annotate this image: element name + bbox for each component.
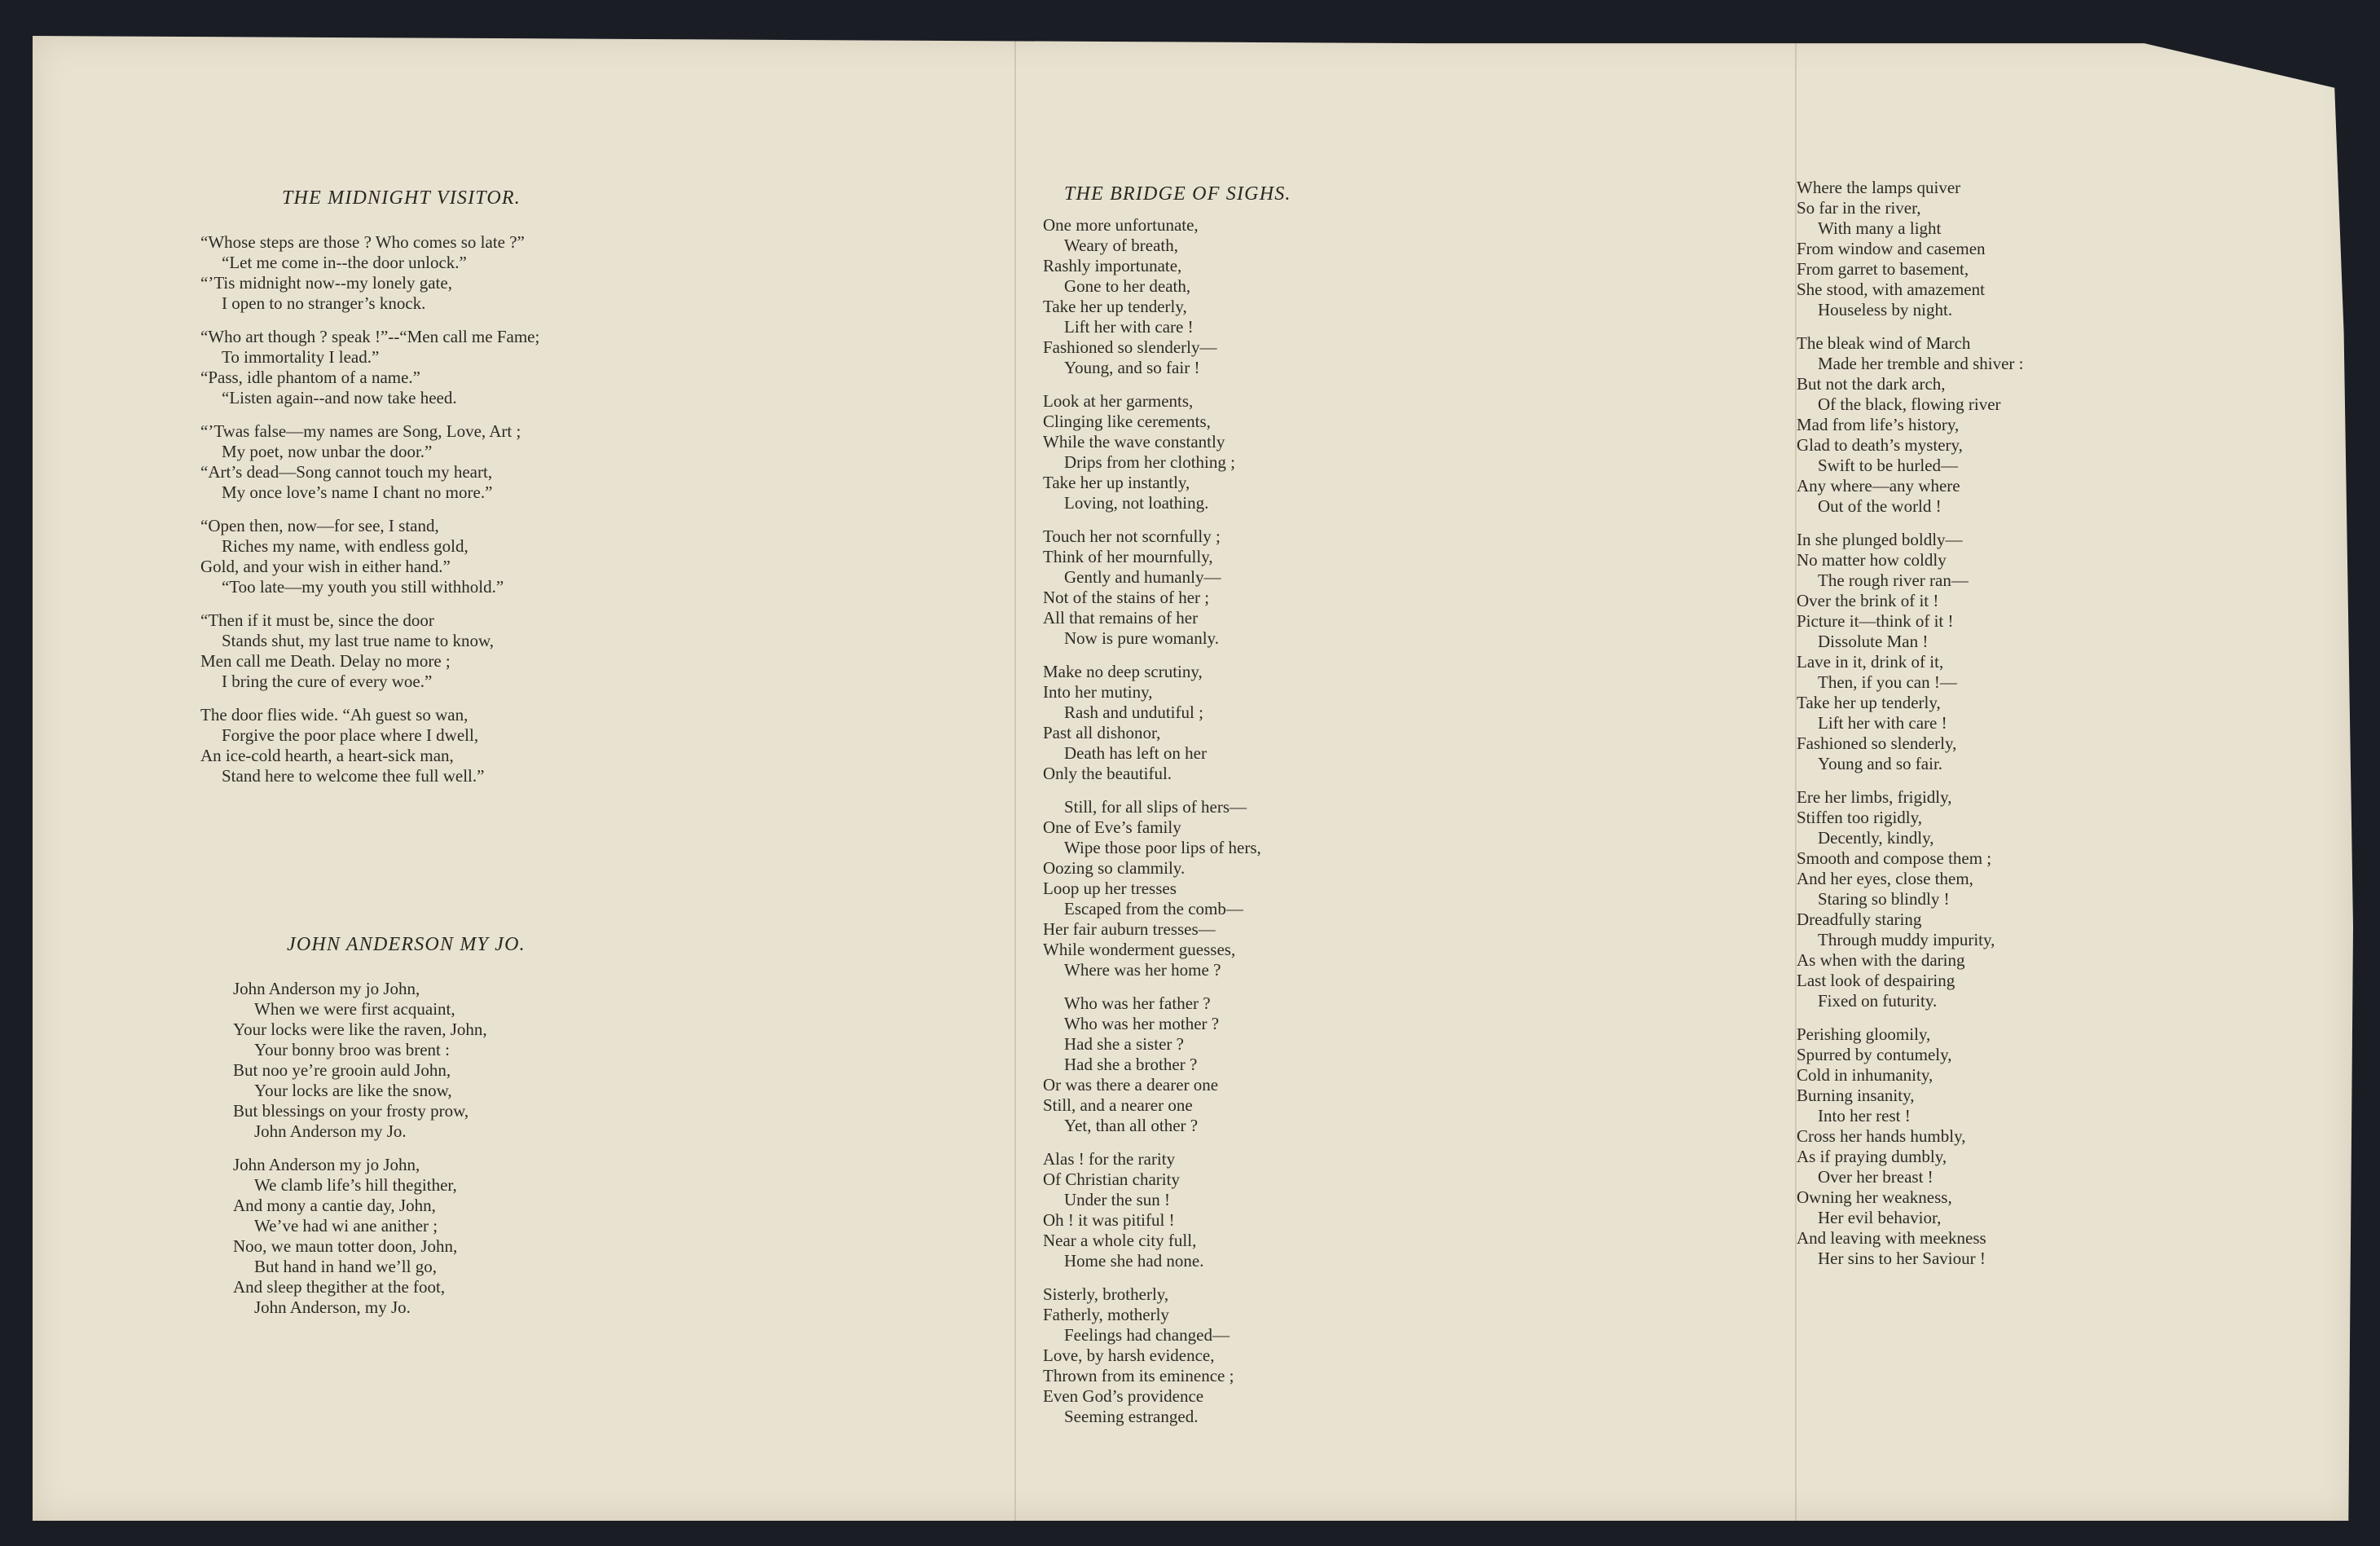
verse-line: Over her breast ! [1818, 1167, 1933, 1187]
verse-line: With many a light [1818, 218, 1942, 238]
verse-line: John Anderson my jo John, [233, 1155, 420, 1174]
verse-line: But noo ye’re grooin auld John, [233, 1060, 451, 1080]
verse-line: Take her up tenderly, [1797, 693, 1941, 712]
stanza [1043, 1149, 1291, 1271]
verse-line: I open to no stranger’s knock. [222, 293, 426, 313]
verse-line: Now is pure womanly. [1064, 628, 1219, 648]
verse-line: Who was her father ? [1064, 993, 1211, 1013]
poem-body [1797, 178, 2024, 1269]
verse-line: My poet, now unbar the door.” [222, 442, 433, 461]
verse-line: Picture it—think of it ! [1797, 611, 1954, 631]
verse-line: Not of the stains of her ; [1043, 588, 1210, 607]
verse-line: “Art’s dead—Song cannot touch my heart, [200, 462, 493, 482]
verse-line: Staring so blindly ! [1818, 889, 1950, 909]
verse-line: Riches my name, with endless gold, [222, 536, 469, 556]
verse-line: The door flies wide. “Ah guest so wan, [200, 705, 469, 725]
verse-line: Yet, than all other ? [1064, 1116, 1199, 1135]
verse-line: Make no deep scrutiny, [1043, 662, 1203, 681]
stanza [1043, 993, 1291, 1136]
verse-line: Oh ! it was pitiful ! [1043, 1210, 1175, 1230]
verse-line: Escaped from the comb— [1064, 899, 1243, 918]
verse-line: We clamb life’s hill thegither, [254, 1175, 457, 1195]
verse-line: “Who art though ? speak !”--“Men call me Fame; [200, 327, 540, 346]
verse-line: Forgive the poor place where I dwell, [222, 725, 479, 745]
verse-line: Young and so fair. [1818, 754, 1943, 773]
verse-line: To immortality I lead.” [222, 347, 380, 367]
verse-line: Perishing gloomily, [1797, 1024, 1931, 1044]
verse-line: Drips from her clothing ; [1064, 452, 1235, 472]
verse-line: And sleep thegither at the foot, [233, 1277, 446, 1297]
verse-line: Still, for all slips of hers— [1064, 797, 1247, 817]
verse-line: Decently, kindly, [1818, 828, 1934, 848]
verse-line: Only the beautiful. [1043, 764, 1172, 783]
verse-line: Loving, not loathing. [1064, 493, 1209, 513]
verse-line: “Open then, now—for see, I stand, [200, 516, 439, 535]
stanza [1043, 391, 1291, 513]
verse-line: Ere her limbs, frigidly, [1797, 787, 1952, 807]
verse-line: Swift to be hurled— [1818, 456, 1959, 475]
verse-line: Seeming estranged. [1064, 1407, 1199, 1426]
verse-line: Fashioned so slenderly, [1797, 733, 1957, 753]
verse-line: Stiffen too rigidly, [1797, 808, 1922, 827]
verse-line: Lift her with care ! [1064, 317, 1194, 337]
verse-line: Past all dishonor, [1043, 723, 1161, 742]
verse-line: Weary of breath, [1064, 236, 1178, 255]
verse-line: Fixed on futurity. [1818, 991, 1938, 1011]
verse-line: Had she a brother ? [1064, 1055, 1198, 1074]
verse-line: Where the lamps quiver [1797, 178, 1961, 197]
verse-line: Thrown from its eminence ; [1043, 1366, 1234, 1385]
verse-line: Fatherly, motherly [1043, 1305, 1169, 1324]
stanza [1797, 530, 2024, 774]
verse-line: Stand here to welcome thee full well.” [222, 766, 485, 786]
stanza [1797, 178, 2024, 320]
verse-line: No matter how coldly [1797, 550, 1947, 570]
verse-line: We’ve had wi ane anither ; [254, 1216, 438, 1235]
verse-line: Look at her garments, [1043, 391, 1194, 411]
poem-body [233, 979, 526, 1318]
poem-john-anderson [233, 934, 526, 1331]
verse-line: Your locks are like the snow, [254, 1081, 452, 1100]
verse-line: As when with the daring [1797, 950, 1965, 970]
verse-line: Dissolute Man ! [1818, 632, 1929, 651]
verse-line: As if praying dumbly, [1797, 1147, 1947, 1166]
stanza [1043, 797, 1291, 980]
verse-line: Oozing so clammily. [1043, 858, 1186, 878]
verse-line: While the wave constantly [1043, 432, 1225, 451]
verse-line: “Whose steps are those ? Who comes so late ?” [200, 232, 525, 252]
verse-line: “’Tis midnight now--my lonely gate, [200, 273, 452, 293]
verse-line: Stands shut, my last true name to know, [222, 631, 495, 650]
verse-line: Rash and undutiful ; [1064, 703, 1203, 722]
verse-line: She stood, with amazement [1797, 280, 1985, 299]
poem-bridge-of-sighs-continued [1797, 178, 2024, 1282]
verse-line: So far in the river, [1797, 198, 1921, 218]
verse-line: Mad from life’s history, [1797, 415, 1960, 434]
verse-line: But not the dark arch, [1797, 374, 1946, 394]
stanza [1043, 1284, 1291, 1427]
verse-line: Death has left on her [1064, 743, 1207, 763]
verse-line: Gold, and your wish in either hand.” [200, 557, 451, 576]
verse-line: Take her up instantly, [1043, 473, 1190, 492]
verse-line: “Too late—my youth you still withhold.” [222, 577, 504, 597]
verse-line: Gently and humanly— [1064, 567, 1221, 587]
poem-midnight-visitor [200, 187, 539, 799]
poem-title: THE MIDNIGHT VISITOR. [282, 187, 521, 209]
stanza [1797, 787, 2024, 1011]
verse-line: Sisterly, brotherly, [1043, 1284, 1169, 1304]
verse-line: Gone to her death, [1064, 276, 1191, 296]
verse-line: Men call me Death. Delay no more ; [200, 651, 451, 671]
verse-line: Even God’s providence [1043, 1386, 1204, 1406]
verse-line: But hand in hand we’ll go, [254, 1257, 437, 1276]
verse-line: And leaving with meekness [1797, 1228, 1986, 1248]
stanza [1043, 526, 1291, 649]
verse-line: Love, by harsh evidence, [1043, 1346, 1215, 1365]
poem-body [200, 232, 539, 786]
stanza [233, 979, 526, 1142]
verse-line: Owning her weakness, [1797, 1187, 1952, 1207]
verse-line: Her sins to her Saviour ! [1818, 1249, 1986, 1268]
verse-line: One more unfortunate, [1043, 215, 1199, 235]
verse-line: Cold in inhumanity, [1797, 1065, 1933, 1085]
verse-line: Made her tremble and shiver : [1818, 354, 2024, 373]
verse-line: Into her mutiny, [1043, 682, 1153, 702]
fold-line [1014, 36, 1016, 1521]
verse-line: John Anderson, my Jo. [254, 1297, 411, 1317]
verse-line: All that remains of her [1043, 608, 1199, 628]
stanza [200, 516, 539, 597]
stanza [200, 421, 539, 503]
stanza [1043, 215, 1291, 378]
verse-line: “Let me come in--the door unlock.” [222, 253, 467, 272]
poem-title: JOHN ANDERSON MY JO. [287, 934, 526, 955]
stanza [200, 232, 539, 314]
verse-line: Who was her mother ? [1064, 1014, 1220, 1033]
verse-line: Where was her home ? [1064, 960, 1221, 980]
verse-line: John Anderson my jo John, [233, 979, 420, 998]
verse-line: “’Twas false—my names are Song, Love, Art ; [200, 421, 521, 441]
stanza [1797, 1024, 2024, 1269]
verse-line: Through muddy impurity, [1818, 930, 1995, 949]
verse-line: Smooth and compose them ; [1797, 848, 1992, 868]
verse-line: Of Christian charity [1043, 1169, 1180, 1189]
verse-line: Your locks were like the raven, John, [233, 1020, 487, 1039]
stanza [1797, 333, 2024, 517]
verse-line: Over the brink of it ! [1797, 591, 1939, 610]
verse-line: John Anderson my Jo. [254, 1121, 407, 1141]
verse-line: “Then if it must be, since the door [200, 610, 434, 630]
verse-line: Wipe those poor lips of hers, [1064, 838, 1261, 857]
verse-line: Loop up her tresses [1043, 879, 1177, 898]
verse-line: One of Eve’s family [1043, 817, 1181, 837]
verse-line: Home she had none. [1064, 1251, 1204, 1271]
verse-line: But blessings on your frosty prow, [233, 1101, 469, 1121]
verse-line: Of the black, flowing river [1818, 394, 2001, 414]
verse-line: Out of the world ! [1818, 496, 1942, 516]
verse-line: Take her up tenderly, [1043, 297, 1187, 316]
stanza [200, 610, 539, 692]
verse-line: While wonderment guesses, [1043, 940, 1236, 959]
stanza [200, 327, 539, 408]
verse-line: When we were first acquaint, [254, 999, 455, 1019]
verse-line: Your bonny broo was brent : [254, 1040, 450, 1059]
poem-bridge-of-sighs [1043, 183, 1291, 1440]
verse-line: Glad to death’s mystery, [1797, 435, 1963, 455]
verse-line: Still, and a nearer one [1043, 1095, 1193, 1115]
verse-line: Under the sun ! [1064, 1190, 1171, 1209]
verse-line: Noo, we maun totter doon, John, [233, 1236, 458, 1256]
verse-line: Then, if you can !— [1818, 672, 1957, 692]
verse-line: Had she a sister ? [1064, 1034, 1184, 1054]
verse-line: Rashly importunate, [1043, 256, 1182, 275]
stanza [200, 705, 539, 786]
verse-line: Clinging like cerements, [1043, 412, 1211, 431]
verse-line: Any where—any where [1797, 476, 1960, 496]
verse-line: Houseless by night. [1818, 300, 1953, 319]
verse-line: Feelings had changed— [1064, 1325, 1230, 1345]
verse-line: Or was there a dearer one [1043, 1075, 1219, 1095]
verse-line: An ice-cold hearth, a heart-sick man, [200, 746, 454, 765]
stanza [233, 1155, 526, 1318]
verse-line: Burning insanity, [1797, 1086, 1915, 1105]
verse-line: Think of her mournfully, [1043, 547, 1213, 566]
poem-body [1043, 215, 1291, 1427]
verse-line: And mony a cantie day, John, [233, 1196, 436, 1215]
verse-line: Dreadfully staring [1797, 910, 1922, 929]
verse-line: Cross her hands humbly, [1797, 1126, 1966, 1146]
verse-line: From garret to basement, [1797, 259, 1969, 279]
verse-line: “Listen again--and now take heed. [222, 388, 457, 407]
verse-line: The bleak wind of March [1797, 333, 1971, 353]
verse-line: I bring the cure of every woe.” [222, 672, 433, 691]
verse-line: Near a whole city full, [1043, 1231, 1197, 1250]
verse-line: From window and casemen [1797, 239, 1986, 258]
verse-line: The rough river ran— [1818, 570, 1969, 590]
stanza [1043, 662, 1291, 784]
verse-line: Young, and so fair ! [1064, 358, 1200, 377]
verse-line: Lift her with care ! [1818, 713, 1947, 733]
verse-line: Alas ! for the rarity [1043, 1149, 1176, 1169]
verse-line: Her evil behavior, [1818, 1208, 1942, 1227]
verse-line: My once love’s name I chant no more.” [222, 482, 493, 502]
poem-title: THE BRIDGE OF SIGHS. [1064, 183, 1291, 205]
verse-line: Into her rest ! [1818, 1106, 1911, 1125]
verse-line: Lave in it, drink of it, [1797, 652, 1944, 672]
verse-line: Touch her not scornfully ; [1043, 526, 1221, 546]
verse-line: Spurred by contumely, [1797, 1045, 1952, 1064]
verse-line: “Pass, idle phantom of a name.” [200, 368, 421, 387]
verse-line: Last look of despairing [1797, 971, 1955, 990]
verse-line: Her fair auburn tresses— [1043, 919, 1216, 939]
verse-line: In she plunged boldly— [1797, 530, 1963, 549]
verse-line: And her eyes, close them, [1797, 869, 1973, 888]
verse-line: Fashioned so slenderly— [1043, 337, 1217, 357]
